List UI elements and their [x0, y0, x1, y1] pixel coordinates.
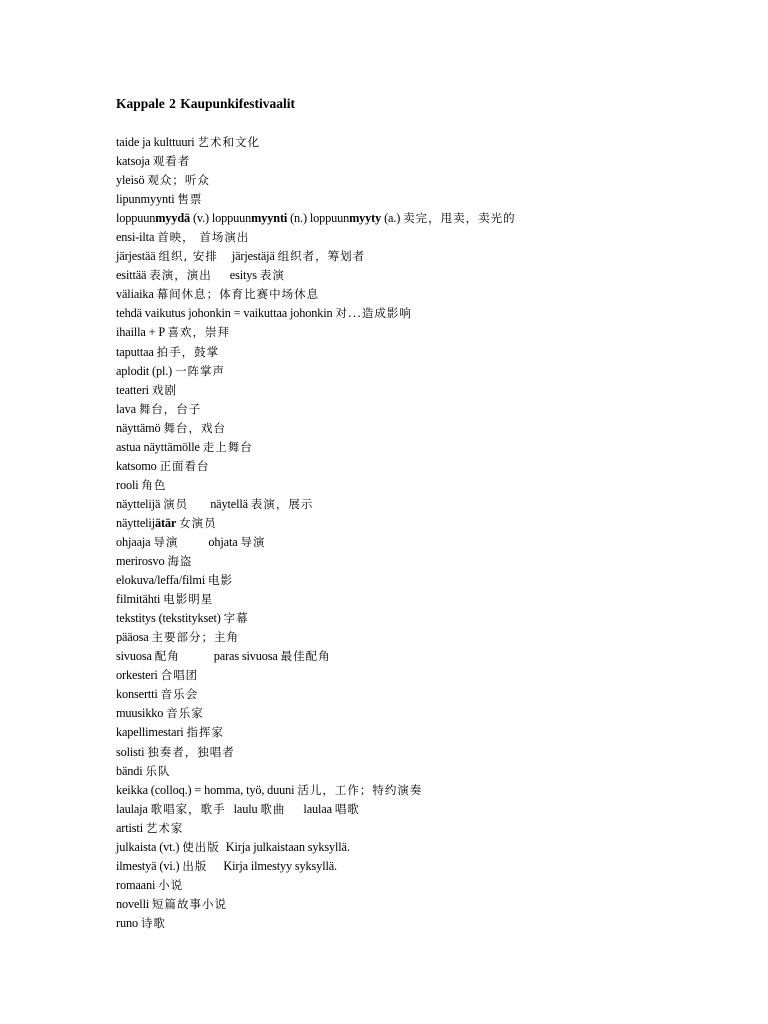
finnish-term: filmitähti [116, 592, 164, 607]
finnish-term: järjestää [116, 249, 159, 264]
finnish-term: solisti [116, 744, 148, 759]
finnish-term: tekstitys (tekstitykset) [116, 611, 224, 626]
chinese-translation: 戏剧 [151, 382, 177, 397]
chinese-translation: 正面看台 [159, 458, 210, 473]
chinese-translation: 观众；听众 [147, 173, 210, 188]
chinese-translation: 音乐会 [160, 687, 199, 702]
finnish-term: keikka (colloq.) = homma, työ, duuni [116, 782, 298, 797]
vocabulary-entry [116, 209, 736, 228]
finnish-term: paras sivuosa [213, 649, 281, 664]
finnish-term: runo [116, 915, 141, 930]
vocabulary-entry [116, 323, 736, 342]
vocabulary-entry [116, 914, 736, 933]
vocabulary-entry [116, 400, 736, 419]
vocabulary-entry [116, 819, 736, 838]
vocabulary-entry [116, 133, 736, 152]
finnish-term: näytellä [210, 496, 251, 511]
finnish-term: lava [116, 401, 139, 416]
chinese-translation: 海盗 [167, 554, 193, 569]
vocabulary-entry [116, 514, 736, 533]
vocabulary-entry [116, 476, 736, 495]
vocabulary-entry [116, 762, 736, 781]
vocabulary-entry [116, 457, 736, 476]
finnish-term: artisti [116, 820, 146, 835]
finnish-term: ensi-ilta [116, 230, 158, 245]
chinese-translation: 电影 [208, 573, 234, 588]
finnish-term: laulaja [116, 801, 151, 816]
vocabulary-entry [116, 895, 736, 914]
vocabulary-entry [116, 381, 736, 400]
finnish-term: laulaa [303, 801, 335, 816]
finnish-term: katsomo [116, 458, 160, 473]
chinese-translation: 幕间休息；体育比赛中场休息 [156, 287, 320, 302]
vocabulary-entry [116, 838, 736, 857]
chinese-translation: 导演 [240, 534, 266, 549]
chinese-translation: 电影明星 [163, 592, 214, 607]
emphasized-text: ätär [154, 515, 177, 530]
chinese-translation: 歌曲 [260, 801, 286, 816]
finnish-term: orkesteri [116, 668, 161, 683]
chinese-translation: 小说 [158, 877, 184, 892]
emphasized-text: myynti [251, 211, 288, 226]
finnish-term: ohjata [208, 534, 241, 549]
vocabulary-entry [116, 590, 736, 609]
finnish-term: (v.) loppuun [190, 211, 252, 226]
vocabulary-entry [116, 704, 736, 723]
finnish-term: taide ja kulttuuri [116, 135, 198, 149]
emphasized-text: myyty [349, 211, 382, 226]
finnish-term: astua näyttämölle [116, 439, 203, 454]
vocabulary-entry [116, 419, 736, 438]
finnish-term: järjestäjä [231, 249, 278, 264]
vocabulary-entry [116, 685, 736, 704]
finnish-term: Kirja julkaistaan syksyllä. [225, 839, 350, 854]
vocabulary-entry [116, 343, 736, 362]
vocabulary-entry [116, 609, 736, 628]
chinese-translation: 走上舞台 [202, 439, 253, 454]
vocabulary-list [116, 133, 736, 933]
finnish-term: (n.) loppuun [287, 211, 350, 226]
vocabulary-entry [116, 152, 736, 171]
chinese-translation: 卖完，甩卖，卖光的 [403, 211, 516, 226]
vocabulary-entry [116, 228, 736, 247]
chinese-translation: 角色 [141, 477, 167, 492]
chinese-translation: 售票 [177, 192, 203, 207]
chinese-translation: 最佳配角 [280, 649, 331, 664]
finnish-term: laulu [233, 801, 261, 816]
finnish-term: pääosa [116, 630, 152, 645]
chinese-translation: 女演员 [179, 515, 217, 530]
vocabulary-entry [116, 647, 736, 666]
vocabulary-entry [116, 362, 736, 381]
finnish-term: näyttelij [116, 515, 155, 530]
vocabulary-entry [116, 438, 736, 457]
chinese-translation: 组织, 安排 [158, 249, 218, 264]
finnish-term: loppuun [116, 211, 156, 226]
finnish-term: romaani [116, 877, 159, 892]
finnish-term: rooli [116, 477, 142, 492]
vocabulary-entry [116, 800, 736, 819]
chinese-translation: 观看者 [152, 154, 191, 169]
chinese-translation: 唱歌 [334, 801, 360, 816]
finnish-term: ihailla + P [116, 325, 168, 340]
emphasized-text: myydä [155, 211, 191, 226]
finnish-term: kapellimestari [116, 725, 187, 740]
chinese-translation: 演员 [163, 496, 189, 511]
vocabulary-entry [116, 628, 736, 647]
finnish-term: tehdä vaikutus johonkin = vaikuttaa johonkin [116, 306, 336, 321]
chinese-translation: 主要部分；主角 [151, 630, 239, 645]
finnish-term: väliaika [116, 287, 157, 302]
finnish-term: muusikko [116, 706, 167, 721]
finnish-term: teatteri [116, 382, 152, 397]
chinese-translation: 活儿，工作；特约演奏 [297, 782, 423, 797]
chinese-translation: 舞台，台子 [138, 401, 202, 416]
finnish-term: aplodit (pl.) [116, 363, 176, 378]
vocabulary-entry [116, 266, 736, 285]
chinese-translation: 诗歌 [140, 915, 166, 930]
chinese-translation: 指挥家 [186, 725, 224, 740]
finnish-term: yleisö [116, 173, 148, 188]
chinese-translation: 音乐家 [166, 706, 204, 721]
finnish-term: bändi [116, 763, 146, 778]
chinese-translation: 表演 [259, 268, 285, 283]
vocabulary-entry [116, 552, 736, 571]
chinese-translation: 一阵掌声 [175, 363, 226, 378]
finnish-term: näyttelijä [116, 496, 164, 511]
chinese-translation: 配角 [154, 649, 180, 664]
chinese-translation: 首映， 首场演出 [157, 230, 250, 245]
finnish-term: julkaista (vt.) [116, 839, 183, 854]
chinese-translation: 导演 [153, 534, 179, 549]
finnish-term: Kirja ilmestyy syksyllä. [223, 858, 337, 873]
vocabulary-entry [116, 876, 736, 895]
finnish-term: taputtaa [116, 344, 157, 359]
chinese-translation: 表演，演出 [149, 268, 212, 283]
vocabulary-entry [116, 495, 736, 514]
finnish-term: konsertti [116, 687, 161, 702]
vocabulary-entry [116, 781, 736, 800]
page-title: Kappale 2 Kaupunkifestivaalit [116, 96, 296, 111]
vocabulary-entry [116, 723, 736, 742]
vocabulary-entry [116, 171, 736, 190]
finnish-term: ilmestyä (vi.) [116, 858, 183, 873]
finnish-term: esittää [116, 268, 150, 283]
chinese-translation: 对...造成影响 [335, 306, 412, 321]
vocabulary-entry [116, 533, 736, 552]
chinese-translation: 艺术和文化 [197, 135, 260, 149]
finnish-term: näyttämö [116, 420, 164, 435]
vocabulary-entry [116, 190, 736, 209]
vocabulary-entry [116, 304, 736, 323]
chinese-translation: 使出版 [182, 839, 220, 854]
vocabulary-entry [116, 666, 736, 685]
vocabulary-entry [116, 857, 736, 876]
finnish-term: (a.) [381, 211, 404, 226]
vocabulary-entry [116, 247, 736, 266]
finnish-term: lipunmyynti [116, 192, 178, 207]
chinese-translation: 独奏者，独唱者 [147, 744, 235, 759]
vocabulary-entry [116, 571, 736, 590]
chinese-translation: 合唱团 [160, 668, 199, 683]
chinese-translation: 舞台，戏台 [163, 420, 226, 435]
chinese-translation: 喜欢，崇拜 [167, 325, 230, 340]
chinese-translation: 表演，展示 [250, 496, 314, 511]
chinese-translation: 艺术家 [145, 820, 184, 835]
finnish-term: ohjaaja [116, 534, 154, 549]
finnish-term: katsoja [116, 154, 153, 169]
chinese-translation: 出版 [182, 858, 208, 873]
vocabulary-entry [116, 285, 736, 304]
finnish-term: merirosvo [116, 554, 168, 569]
chinese-translation: 拍手，鼓掌 [156, 344, 220, 359]
finnish-term: sivuosa [116, 649, 155, 664]
vocabulary-entry [116, 743, 736, 762]
finnish-term: novelli [116, 896, 153, 911]
chinese-translation: 短篇故事小说 [152, 896, 228, 911]
chinese-translation: 字幕 [223, 611, 249, 626]
chinese-translation: 乐队 [145, 763, 171, 778]
finnish-term: elokuva/leffa/filmi [116, 573, 209, 588]
finnish-term: esitys [229, 268, 260, 283]
chinese-translation: 组织者，筹划者 [277, 249, 366, 264]
chinese-translation: 歌唱家，歌手 [150, 801, 226, 816]
